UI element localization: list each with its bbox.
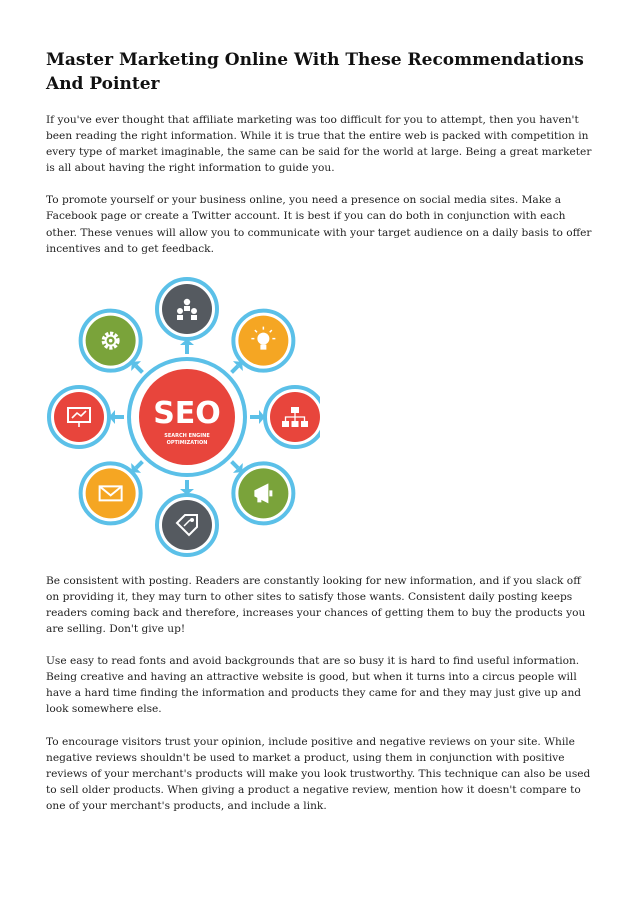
arrow-line: [232, 366, 238, 372]
arrow-line: [136, 366, 142, 372]
node-lightbulb: [233, 310, 293, 370]
document-page: [46, 48, 594, 830]
paragraph-3: Be consistent with posting. Readers are constantly looking for new information, and if you slack off on providing it, they may turn to other sites to satisfy those wants. Consistent daily posting keeps readers coming back and therefore, increases your chances of getting them to buy the products you are selling. Don't give up!: [46, 574, 586, 636]
node-people: [157, 279, 217, 339]
seo-subtext-1: SEARCH ENGINE: [164, 432, 210, 439]
node-circle: [86, 468, 136, 518]
arrow-line: [136, 461, 142, 467]
seo-infographic: [42, 269, 320, 561]
seo-label: SEO: [153, 395, 221, 431]
seo-subtext-2: OPTIMIZATION: [166, 439, 208, 446]
paragraph-2: To promote yourself or your business online, you need a presence on social media sites. Make a Facebook page or create a Twitter account. It is best if you can do both in conjunction with each other. These venues will allow you to communicate with your target audience on a daily basis to offer incentives and to get feedback.: [46, 194, 592, 255]
node-megaphone: [233, 463, 293, 523]
paragraph-5: To encourage visitors trust your opinion, include positive and negative reviews on your site. While negative reviews shouldn't be used to market a product, using them in conjunction with positive reviews of your merchant's products will make you look trustworthy. This technique can also be used to sell older products. When giving a product a negative review, mention how it doesn't compare to one of your merchant's products, and include a link.: [46, 735, 591, 812]
node-presentation-chart: [49, 387, 109, 447]
node-tag: [157, 495, 217, 555]
paragraph-1: If you've ever thought that affiliate marketing was too difficult for you to attempt, then you haven't been reading the right information. While it is true that the entire web is packed with competition in every type of market imaginable, the same can be said for the world at large. Being a great marketer is all about having the right information to guide you.: [46, 114, 592, 175]
node-sitemap: [265, 387, 320, 447]
document-title: Master Marketing Online With These Recommendations And Pointer: [46, 50, 584, 94]
seo-infographic-svg: [42, 269, 320, 561]
node-envelope: [81, 463, 141, 523]
node-gear: [81, 310, 141, 370]
paragraph-4: Use easy to read fonts and avoid backgrounds that are so busy it is hard to find useful information. Being creative and having an attractive website is good, but when it turns into a circus people will have a hard time finding the information and products they came for and they may just give up and look somewhere else.: [46, 655, 582, 716]
arrow-line: [232, 461, 238, 467]
node-circle: [162, 500, 212, 550]
node-circle: [54, 392, 104, 442]
center-seo-node: [129, 359, 245, 475]
